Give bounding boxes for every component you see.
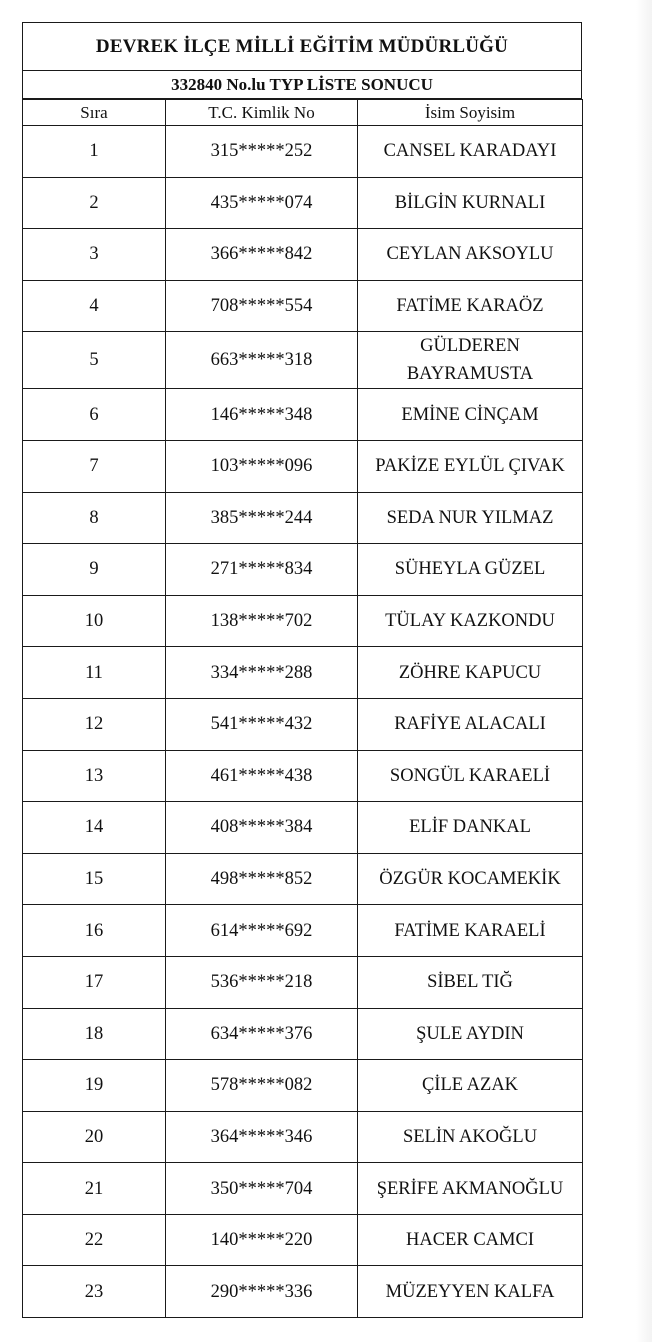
row-number-cell: 12 bbox=[23, 698, 166, 750]
table-row bbox=[23, 389, 583, 441]
name-cell: SİBEL TIĞ bbox=[358, 956, 583, 1008]
table-row bbox=[23, 1111, 583, 1163]
name-cell: ŞULE AYDIN bbox=[358, 1008, 583, 1060]
tc-kimlik-no-cell: 350*****704 bbox=[166, 1163, 358, 1215]
table-body bbox=[23, 126, 583, 1318]
row-number-cell: 3 bbox=[23, 229, 166, 281]
tc-kimlik-no-cell: 408*****384 bbox=[166, 802, 358, 854]
page-edge-shadow bbox=[636, 0, 652, 1342]
table-row bbox=[23, 229, 583, 281]
name-cell: RAFİYE ALACALI bbox=[358, 698, 583, 750]
table-row bbox=[23, 595, 583, 647]
row-number-cell: 23 bbox=[23, 1266, 166, 1318]
tc-kimlik-no-cell: 271*****834 bbox=[166, 544, 358, 596]
row-number-cell: 21 bbox=[23, 1163, 166, 1215]
name-cell: FATİME KARAELİ bbox=[358, 905, 583, 957]
tc-kimlik-no-cell: 536*****218 bbox=[166, 956, 358, 1008]
name-cell: ELİF DANKAL bbox=[358, 802, 583, 854]
name-cell: EMİNE CİNÇAM bbox=[358, 389, 583, 441]
results-table bbox=[22, 99, 583, 1318]
row-number-cell: 20 bbox=[23, 1111, 166, 1163]
row-number-cell: 22 bbox=[23, 1214, 166, 1266]
name-cell: SELİN AKOĞLU bbox=[358, 1111, 583, 1163]
row-number-cell: 13 bbox=[23, 750, 166, 802]
tc-kimlik-no-cell: 578*****082 bbox=[166, 1060, 358, 1112]
row-number-cell: 10 bbox=[23, 595, 166, 647]
tc-kimlik-no-cell: 498*****852 bbox=[166, 853, 358, 905]
row-number-cell: 19 bbox=[23, 1060, 166, 1112]
tc-kimlik-no-cell: 435*****074 bbox=[166, 177, 358, 229]
column-header-isim-soyisim: İsim Soyisim bbox=[358, 100, 583, 126]
table-row bbox=[23, 853, 583, 905]
name-cell: GÜLDEREN BAYRAMUSTA bbox=[358, 332, 583, 389]
row-number-cell: 6 bbox=[23, 389, 166, 441]
table-row bbox=[23, 332, 583, 389]
tc-kimlik-no-cell: 708*****554 bbox=[166, 280, 358, 332]
column-header-sira: Sıra bbox=[23, 100, 166, 126]
tc-kimlik-no-cell: 634*****376 bbox=[166, 1008, 358, 1060]
row-number-cell: 14 bbox=[23, 802, 166, 854]
name-cell: CANSEL KARADAYI bbox=[358, 126, 583, 178]
row-number-cell: 17 bbox=[23, 956, 166, 1008]
tc-kimlik-no-cell: 138*****702 bbox=[166, 595, 358, 647]
table-row bbox=[23, 1266, 583, 1318]
tc-kimlik-no-cell: 663*****318 bbox=[166, 332, 358, 389]
list-subtitle: 332840 No.lu TYP LİSTE SONUCU bbox=[22, 71, 582, 99]
name-cell: ÇİLE AZAK bbox=[358, 1060, 583, 1112]
tc-kimlik-no-cell: 366*****842 bbox=[166, 229, 358, 281]
table-row bbox=[23, 647, 583, 699]
name-cell: TÜLAY KAZKONDU bbox=[358, 595, 583, 647]
name-cell: BİLGİN KURNALI bbox=[358, 177, 583, 229]
name-cell: HACER CAMCI bbox=[358, 1214, 583, 1266]
name-cell: SEDA NUR YILMAZ bbox=[358, 492, 583, 544]
tc-kimlik-no-cell: 541*****432 bbox=[166, 698, 358, 750]
result-list-sheet bbox=[22, 22, 582, 1318]
table-row bbox=[23, 905, 583, 957]
tc-kimlik-no-cell: 290*****336 bbox=[166, 1266, 358, 1318]
table-row bbox=[23, 750, 583, 802]
row-number-cell: 9 bbox=[23, 544, 166, 596]
table-row bbox=[23, 1060, 583, 1112]
table-row bbox=[23, 1008, 583, 1060]
row-number-cell: 5 bbox=[23, 332, 166, 389]
tc-kimlik-no-cell: 103*****096 bbox=[166, 440, 358, 492]
row-number-cell: 11 bbox=[23, 647, 166, 699]
name-cell: PAKİZE EYLÜL ÇIVAK bbox=[358, 440, 583, 492]
name-cell: MÜZEYYEN KALFA bbox=[358, 1266, 583, 1318]
table-row bbox=[23, 956, 583, 1008]
row-number-cell: 15 bbox=[23, 853, 166, 905]
row-number-cell: 2 bbox=[23, 177, 166, 229]
table-row bbox=[23, 698, 583, 750]
row-number-cell: 7 bbox=[23, 440, 166, 492]
tc-kimlik-no-cell: 315*****252 bbox=[166, 126, 358, 178]
tc-kimlik-no-cell: 385*****244 bbox=[166, 492, 358, 544]
tc-kimlik-no-cell: 140*****220 bbox=[166, 1214, 358, 1266]
name-cell: ÖZGÜR KOCAMEKİK bbox=[358, 853, 583, 905]
tc-kimlik-no-cell: 364*****346 bbox=[166, 1111, 358, 1163]
row-number-cell: 4 bbox=[23, 280, 166, 332]
name-cell: ZÖHRE KAPUCU bbox=[358, 647, 583, 699]
table-row bbox=[23, 126, 583, 178]
table-row bbox=[23, 492, 583, 544]
table-row bbox=[23, 440, 583, 492]
tc-kimlik-no-cell: 614*****692 bbox=[166, 905, 358, 957]
name-cell: FATİME KARAÖZ bbox=[358, 280, 583, 332]
tc-kimlik-no-cell: 334*****288 bbox=[166, 647, 358, 699]
table-row bbox=[23, 1163, 583, 1215]
table-row bbox=[23, 280, 583, 332]
table-row bbox=[23, 177, 583, 229]
row-number-cell: 1 bbox=[23, 126, 166, 178]
tc-kimlik-no-cell: 146*****348 bbox=[166, 389, 358, 441]
table-header-row bbox=[23, 100, 583, 126]
document-title: DEVREK İLÇE MİLLİ EĞİTİM MÜDÜRLÜĞÜ bbox=[22, 22, 582, 71]
row-number-cell: 18 bbox=[23, 1008, 166, 1060]
table-row bbox=[23, 802, 583, 854]
name-cell: CEYLAN AKSOYLU bbox=[358, 229, 583, 281]
table-row bbox=[23, 1214, 583, 1266]
table-row bbox=[23, 544, 583, 596]
row-number-cell: 16 bbox=[23, 905, 166, 957]
column-header-tc-kimlik-no: T.C. Kimlik No bbox=[166, 100, 358, 126]
tc-kimlik-no-cell: 461*****438 bbox=[166, 750, 358, 802]
name-cell: ŞERİFE AKMANOĞLU bbox=[358, 1163, 583, 1215]
name-cell: SONGÜL KARAELİ bbox=[358, 750, 583, 802]
row-number-cell: 8 bbox=[23, 492, 166, 544]
name-cell: SÜHEYLA GÜZEL bbox=[358, 544, 583, 596]
